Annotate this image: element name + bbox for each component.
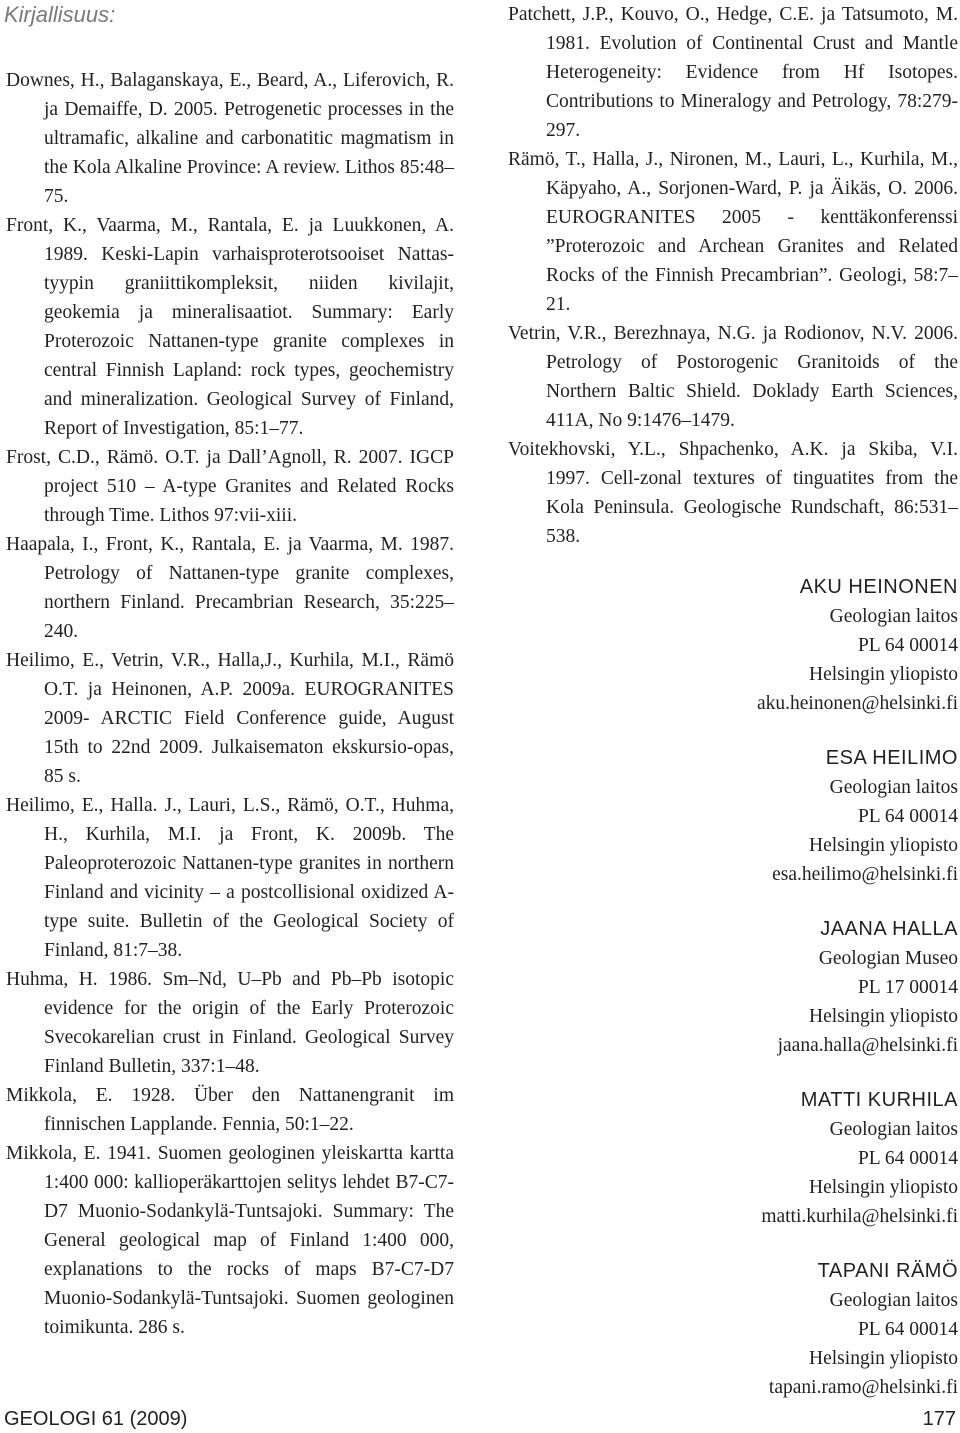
author-department: Geologian laitos xyxy=(829,1290,958,1311)
reference-item: Patchett, J.P., Kouvo, O., Hedge, C.E. ja Tatsumoto, M. 1981. Evolution of Continental Crust and Mantle Heterogeneity: Evidence from Hf Isotopes. Contributions to Mineralogy and Petrology, 78:279-297. xyxy=(508,4,958,141)
author-department: Geologian laitos xyxy=(829,606,958,627)
author-email[interactable]: tapani.ramo@helsinki.fi xyxy=(768,1377,958,1398)
author-name: AKU HEINONEN xyxy=(799,576,958,598)
section-heading: Kirjallisuus: xyxy=(4,2,116,27)
reference-item: Haapala, I., Front, K., Rantala, E. ja Vaarma, M. 1987. Petrology of Nattanen-type granite complexes, northern Finland. Precambrian Research, 35:225–240. xyxy=(6,534,454,642)
reference-item: Heilimo, E., Vetrin, V.R., Halla,J., Kurhila, M.I., Rämö O.T. ja Heinonen, A.P. 2009a. EUROGRANITES 2009- ARCTIC Field Conference guide, August 15th to 22nd 2009. Julkaisematon ekskursio-opas, 85 s. xyxy=(6,650,454,787)
reference-item: Voitekhovski, Y.L., Shpachenko, A.K. ja Skiba, V.I. 1997. Cell-zonal textures of tinguatites from the Kola Peninsula. Geologische Rundschaft, 86:531–538. xyxy=(508,439,958,547)
reference-item: Front, K., Vaarma, M., Rantala, E. ja Luukkonen, A. 1989. Keski-Lapin varhaisproterotsooiset Nattas-tyypin graniittikompleksit, niiden kivilajit, geokemia ja mineralisaatiot. Summary: Early Proterozoic Nattanen-type granite complexes in central Finnish Lapland: rock types, geochemistry and mineralization. Geological Survey of Finland, Report of Investigation, 85:1–77. xyxy=(6,215,454,439)
author-name: JAANA HALLA xyxy=(820,918,958,940)
author-university: Helsingin yliopisto xyxy=(809,1006,958,1027)
reference-item: Heilimo, E., Halla. J., Lauri, L.S., Rämö, O.T., Huhma, H., Kurhila, M.I. ja Front, K. 2009b. The Paleoproterozoic Nattanen-type granites in northern Finland and vicinity – a postcollisional oxidized A-type suite. Bulletin of the Geological Society of Finland, 81:7–38. xyxy=(6,795,454,961)
references-left-column xyxy=(6,66,454,1342)
journal-issue: GEOLOGI 61 (2009) xyxy=(4,1408,188,1430)
author-address: PL 64 00014 xyxy=(857,1148,958,1169)
reference-item: Downes, H., Balaganskaya, E., Beard, A., Liferovich, R. ja Demaiffe, D. 2005. Petrogenetic processes in the ultramafic, alkaline and carbonatitic magmatism in the Kola Alkaline Province: A review. Lithos 85:48–75. xyxy=(6,70,454,207)
author-address: PL 64 00014 xyxy=(857,806,958,827)
author-university: Helsingin yliopisto xyxy=(809,664,958,685)
references-right-column xyxy=(508,0,958,1402)
author-email[interactable]: jaana.halla@helsinki.fi xyxy=(777,1035,958,1056)
author-department: Geologian laitos xyxy=(829,1119,958,1140)
author-university: Helsingin yliopisto xyxy=(809,835,958,856)
author-email[interactable]: matti.kurhila@helsinki.fi xyxy=(761,1206,958,1227)
reference-item: Huhma, H. 1986. Sm–Nd, U–Pb and Pb–Pb isotopic evidence for the origin of the Early Proterozoic Svecokarelian crust in Finland. Geological Survey Finland Bulletin, 337:1–48. xyxy=(6,969,454,1077)
author-block xyxy=(508,744,958,889)
reference-item: Mikkola, E. 1941. Suomen geologinen yleiskartta kartta 1:400 000: kallioperäkarttojen selitys lehdet B7-C7-D7 Muonio-Sodankylä-Tuntsajoki. Summary: The General geological map of Finland 1:400 000, explanations to the rocks of maps B7-C7-D7 Muonio-Sodankylä-Tuntsajoki. Suomen geologinen toimikunta. 286 s. xyxy=(6,1143,454,1338)
author-block xyxy=(508,915,958,1060)
author-block xyxy=(508,1257,958,1402)
reference-item: Rämö, T., Halla, J., Nironen, M., Lauri, L., Kurhila, M., Käpyaho, A., Sorjonen-Ward, P. ja Äikäs, O. 2006. EUROGRANITES 2005 - kenttäkonferenssi ”Proterozoic and Archean Granites and Related Rocks of the Finnish Precambrian”. Geologi, 58:7–21. xyxy=(508,149,958,315)
author-name: MATTI KURHILA xyxy=(800,1089,958,1111)
author-address: PL 64 00014 xyxy=(857,635,958,656)
author-name: TAPANI RÄMÖ xyxy=(817,1260,958,1282)
author-email[interactable]: aku.heinonen@helsinki.fi xyxy=(757,693,958,714)
author-university: Helsingin yliopisto xyxy=(809,1348,958,1369)
author-block xyxy=(508,1086,958,1231)
author-block xyxy=(508,573,958,718)
reference-item: Mikkola, E. 1928. Über den Nattanengranit im finnischen Lapplande. Fennia, 50:1–22. xyxy=(6,1085,454,1135)
author-address: PL 64 00014 xyxy=(857,1319,958,1340)
author-department: Geologian Museo xyxy=(818,948,958,969)
author-email[interactable]: esa.heilimo@helsinki.fi xyxy=(772,864,958,885)
author-department: Geologian laitos xyxy=(829,777,958,798)
reference-item: Vetrin, V.R., Berezhnaya, N.G. ja Rodionov, N.V. 2006. Petrology of Postorogenic Granitoids of the Northern Baltic Shield. Doklady Earth Sciences, 411A, No 9:1476–1479. xyxy=(508,323,958,431)
author-name: ESA HEILIMO xyxy=(825,747,958,769)
page-number: 177 xyxy=(922,1408,956,1430)
author-university: Helsingin yliopisto xyxy=(809,1177,958,1198)
author-address: PL 17 00014 xyxy=(857,977,958,998)
reference-item: Frost, C.D., Rämö. O.T. ja Dall’Agnoll, R. 2007. IGCP project 510 – A-type Granites and Related Rocks through Time. Lithos 97:vii-xiii. xyxy=(6,447,454,526)
